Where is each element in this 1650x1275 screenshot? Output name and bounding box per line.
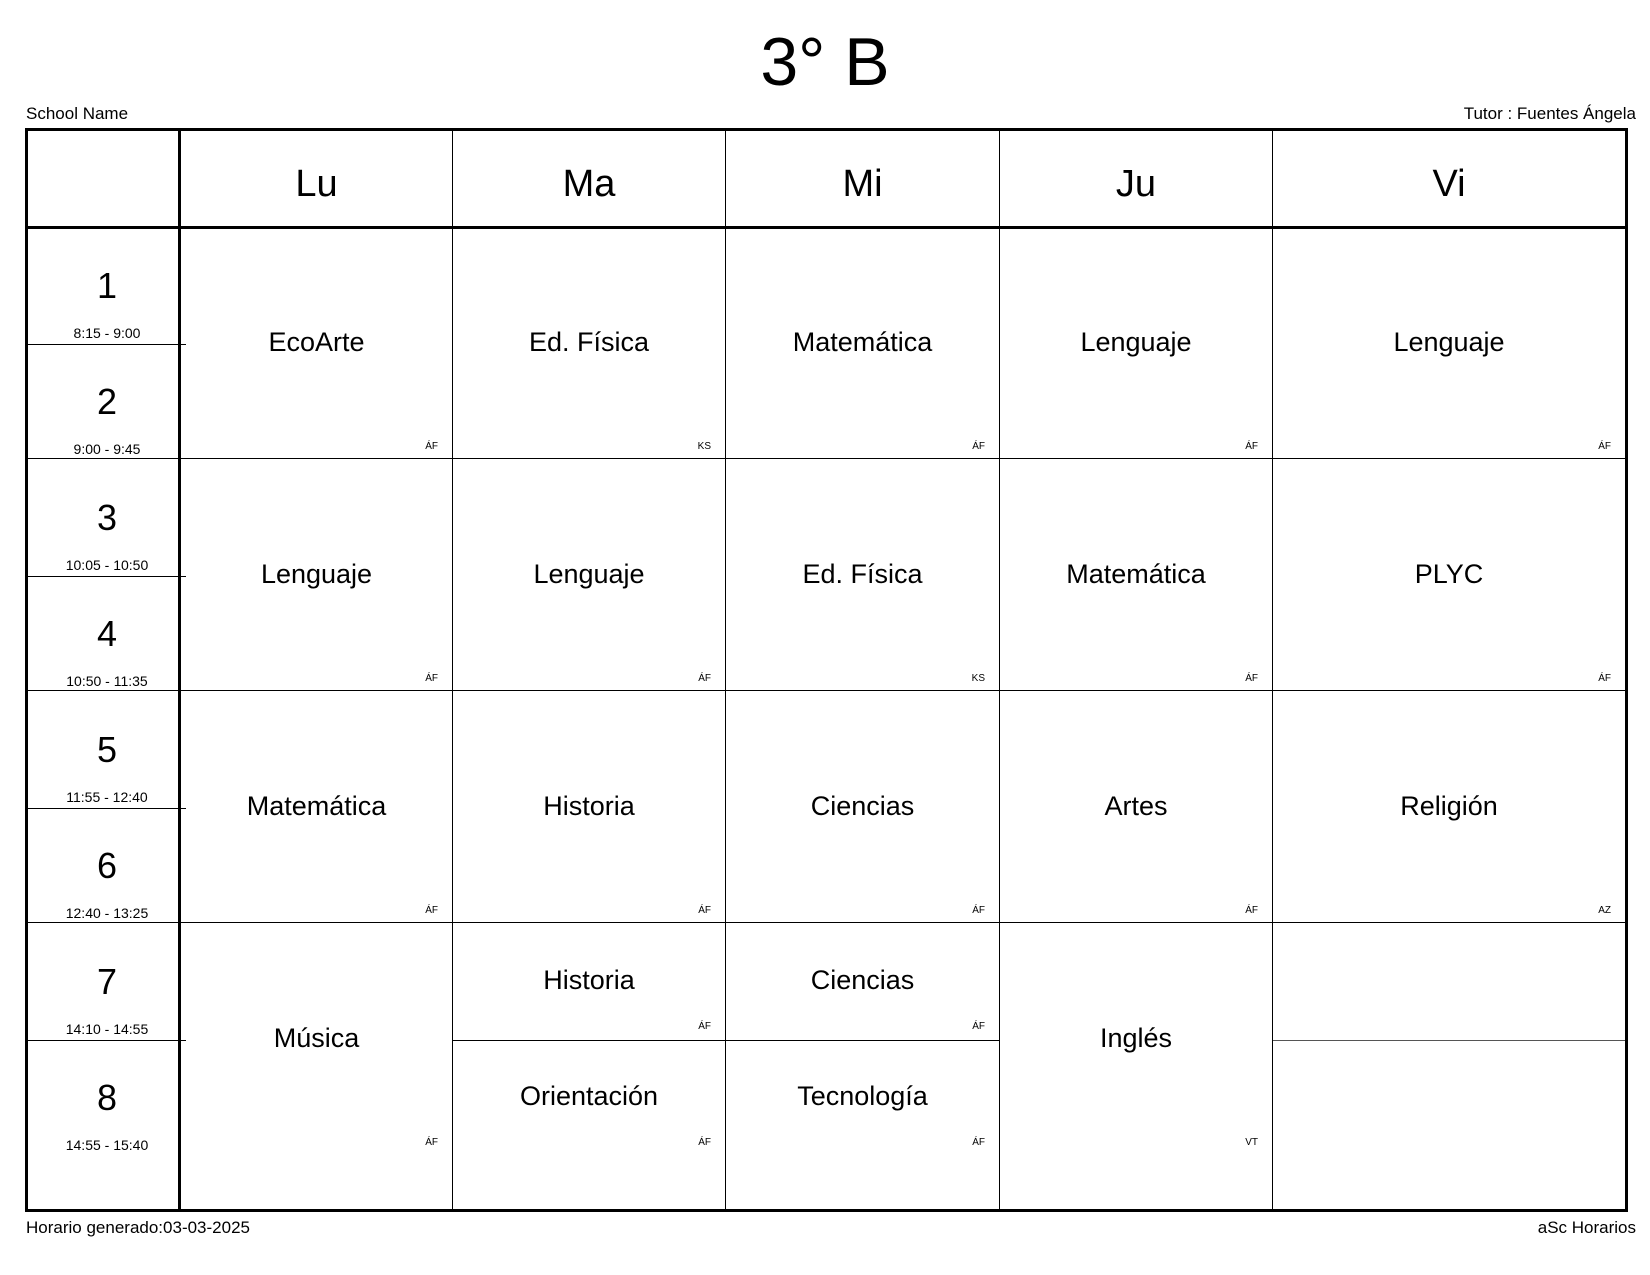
lesson-subject: Religión [1400,791,1498,821]
period-time: 8:15 - 9:00 [73,325,141,341]
timetable-grid [25,128,1628,1212]
lesson-cell[interactable] [453,461,725,693]
page-title: 3° B [760,24,890,100]
period-time: 12:40 - 13:25 [65,905,149,921]
lesson-subject: Música [273,1023,360,1053]
lesson-cell[interactable] [453,229,725,461]
lesson-cell[interactable] [181,925,452,1157]
period-number: 7 [96,961,118,1002]
lesson-teacher: KS [697,441,711,452]
day-header-mi: Mi [842,162,883,205]
period-number: 3 [96,497,118,538]
period-time: 14:55 - 15:40 [65,1137,149,1153]
day-header-ma: Ma [562,162,616,205]
lesson-subject: Historia [543,965,635,995]
lesson-subject: Tecnología [797,1081,928,1111]
lesson-cell[interactable] [1273,229,1625,461]
lesson-subject: Historia [543,791,635,821]
period-time: 10:50 - 11:35 [66,673,148,689]
lesson-cell[interactable] [453,693,725,925]
lesson-teacher: ÁF [972,1137,985,1148]
lesson-subject: Lenguaje [1393,327,1505,357]
lesson-subject: Inglés [1099,1023,1173,1053]
lesson-subject: Ed. Física [802,559,923,589]
period-label [28,577,186,693]
lesson-cell[interactable] [1000,229,1272,461]
lesson-subject: Matemática [1066,559,1206,589]
lesson-cell[interactable] [181,461,452,693]
lesson-cell[interactable] [726,461,999,693]
lesson-teacher: ÁF [698,1021,711,1032]
period-number: 6 [96,845,118,886]
lesson-teacher: ÁF [698,905,711,916]
lesson-teacher: ÁF [972,1021,985,1032]
period-time: 10:05 - 10:50 [65,557,149,573]
school-name: School Name [26,104,129,123]
lesson-teacher: ÁF [1245,905,1258,916]
period-label [28,693,186,809]
lesson-subject: Matemática [792,327,933,357]
lesson-teacher: ÁF [425,441,438,452]
lesson-subject: Orientación [519,1081,659,1111]
lesson-cell[interactable] [1000,925,1272,1157]
empty-slot-divider [1273,1040,1625,1041]
lesson-subject: Ciencias [810,965,915,995]
period-label [28,345,186,461]
lesson-teacher: ÁF [972,905,985,916]
day-header-lu: Lu [295,162,338,205]
lesson-subject: Ed. Física [528,327,650,357]
lesson-teacher: ÁF [1245,673,1258,684]
lesson-cell[interactable] [726,1041,999,1157]
lesson-subject: Artes [1104,791,1168,821]
period-label [28,229,186,345]
lesson-teacher: ÁF [698,673,711,684]
lesson-subject: Lenguaje [260,559,373,589]
period-label [28,461,186,577]
period-number: 2 [96,381,118,422]
lesson-teacher: ÁF [972,441,985,452]
day-header-vi: Vi [1432,162,1466,205]
period-number: 4 [96,613,118,654]
lesson-teacher: ÁF [425,905,438,916]
period-time: 14:10 - 14:55 [65,1021,149,1037]
lesson-teacher: ÁF [1245,441,1258,452]
lesson-cell[interactable] [181,693,452,925]
period-label [28,1041,186,1157]
period-label [28,925,186,1041]
lesson-subject: EcoArte [268,327,365,357]
lesson-subject: Lenguaje [1080,327,1192,357]
period-number: 8 [96,1077,118,1118]
lesson-cell[interactable] [453,925,725,1041]
period-label [28,809,186,925]
period-number: 1 [96,265,118,306]
lesson-teacher: ÁF [1598,441,1611,452]
lesson-teacher: ÁF [425,673,438,684]
lesson-subject: Lenguaje [533,559,645,589]
lesson-teacher: ÁF [698,1137,711,1148]
lesson-cell[interactable] [1273,461,1625,693]
lesson-cell[interactable] [726,925,999,1041]
lesson-cell[interactable] [1000,461,1272,693]
lesson-cell[interactable] [181,229,452,461]
period-time: 11:55 - 12:40 [66,789,148,805]
lesson-teacher: AZ [1598,905,1611,916]
lesson-cell[interactable] [726,693,999,925]
lesson-subject: Ciencias [810,791,915,821]
lesson-subject: PLYC [1414,559,1484,589]
lesson-teacher: VT [1245,1137,1258,1148]
lesson-subject: Matemática [246,791,387,821]
lesson-teacher: ÁF [1598,673,1611,684]
lesson-teacher: KS [971,673,985,684]
lesson-cell[interactable] [453,1041,725,1157]
period-time: 9:00 - 9:45 [73,441,141,457]
lesson-cell[interactable] [1000,693,1272,925]
lesson-teacher: ÁF [425,1137,438,1148]
app-name: aSc Horarios [1537,1218,1636,1237]
period-number: 5 [96,729,118,770]
generated-date: Horario generado:03-03-2025 [26,1218,250,1237]
day-header-ju: Ju [1115,162,1157,205]
lesson-cell[interactable] [1273,693,1625,925]
tutor-label: Tutor : Fuentes Ángela [1463,104,1636,123]
lesson-cell[interactable] [726,229,999,461]
